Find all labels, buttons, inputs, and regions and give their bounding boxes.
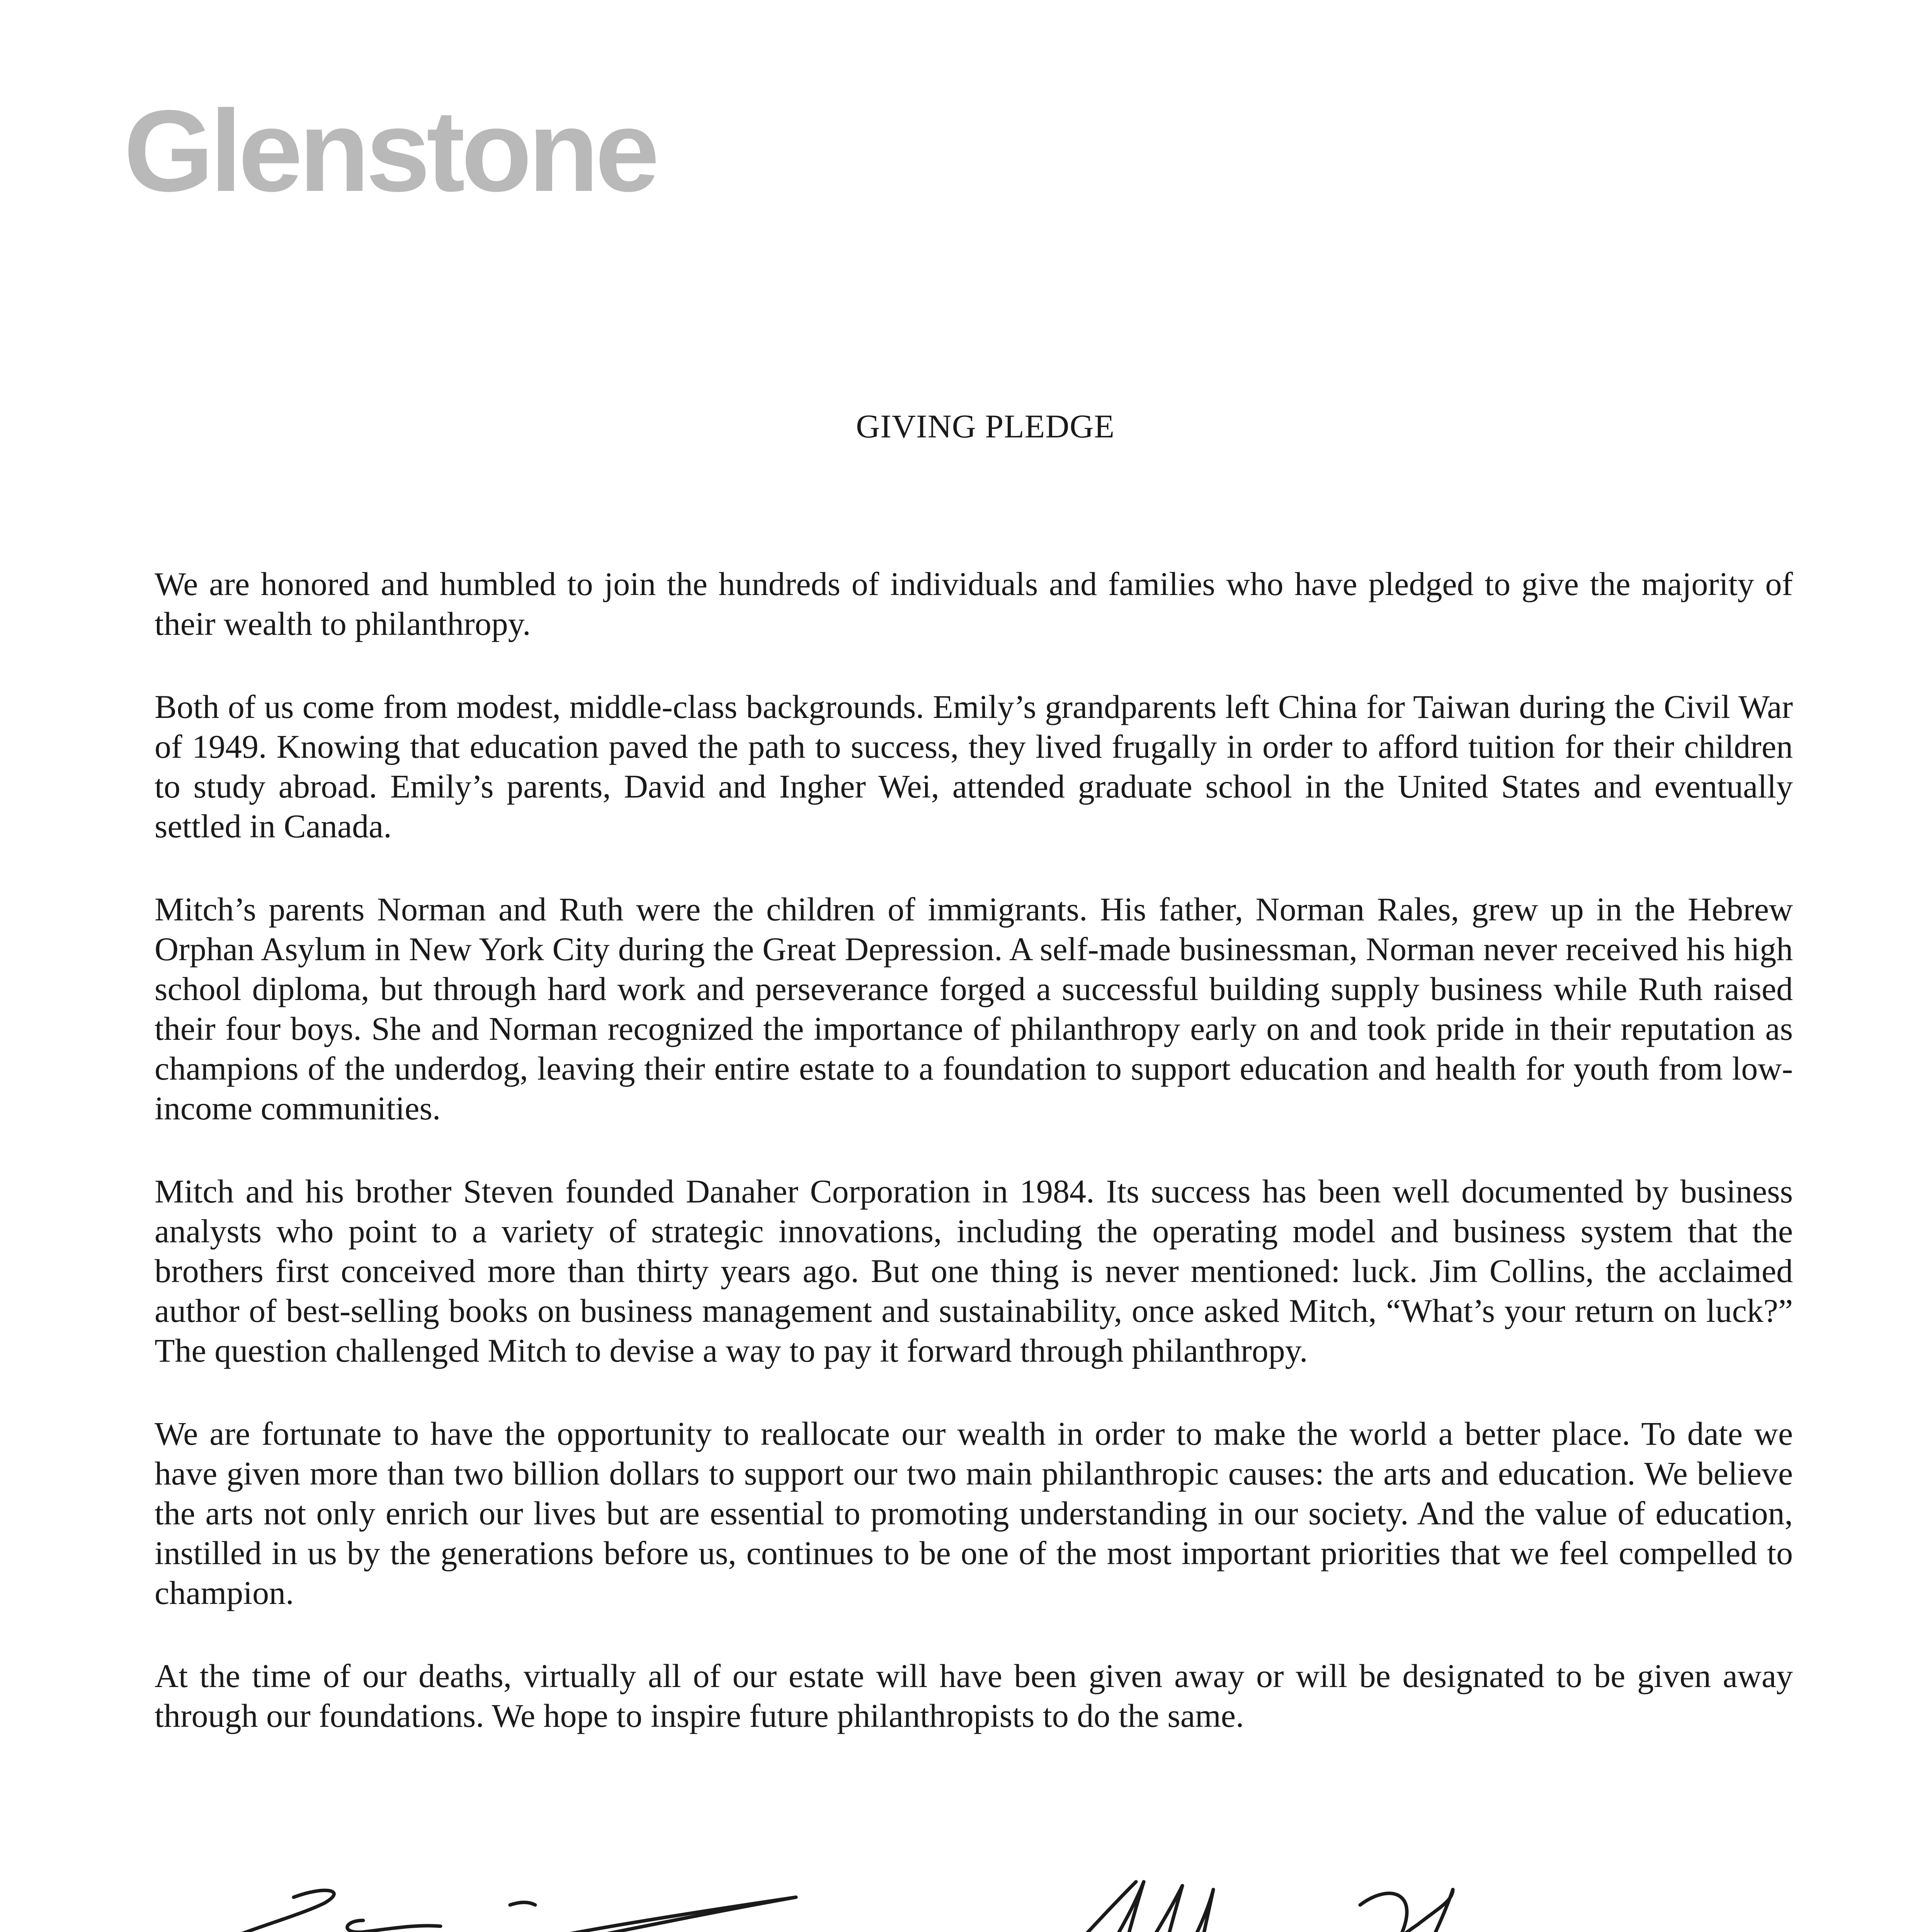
document-title: GIVING PLEDGE xyxy=(856,408,1115,445)
glenstone-logo: Glenstone xyxy=(124,86,656,216)
paragraph-6: At the time of our deaths, virtually all of our estate will have been given away or will be designated to be given away through our foundations. We hope to inspire future philanthropists to do the same. xyxy=(155,1657,1793,1734)
signatures xyxy=(162,1866,1747,1932)
paragraph-5: We are fortunate to have the opportunity to reallocate our wealth in order to make the world a better place. To date we have given more than two billion dollars to support our two main philanthropic causes: the arts and education. We believe the arts not only enrich our lives but are essential to promoting understanding in our society. And the value of education, instilled in us by the generations before us, continues to be one of the most important priorities that we feel compelled to champion. xyxy=(155,1415,1793,1611)
emily-signature xyxy=(162,1866,974,1932)
paragraph-1: We are honored and humbled to join the hundreds of individuals and families who have pledged to give the majority of their wealth to philanthropy. xyxy=(155,565,1793,642)
mitch-signature xyxy=(1020,1866,1754,1932)
paragraph-4: Mitch and his brother Steven founded Danaher Corporation in 1984. Its success has been well documented by business analysts who point to a variety of strategic innovations, including the operating model and business system that the brothers first conceived more than thirty years ago. But one thing is never mentioned: luck. Jim Collins, the acclaimed author of best-selling books on business management and sustainability, once asked Mitch, “What’s your return on luck?” The question challenged Mitch to devise a way to pay it forward through philanthropy. xyxy=(155,1173,1793,1369)
letter-body xyxy=(155,564,1793,1779)
paragraph-3: Mitch’s parents Norman and Ruth were the children of immigrants. His father, Norman Rales, grew up in the Hebrew Orphan Asylum in New York City during the Great Depression. A self-made businessman, Norman never received his high school diploma, but through hard work and perseverance forged a successful building supply business while Ruth raised their four boys. She and Norman recognized the importance of philanthropy early on and took pride in their reputation as champions of the underdog, leaving their entire estate to a foundation to support education and health for youth from low-income communities. xyxy=(155,891,1793,1127)
paragraph-2: Both of us come from modest, middle-class backgrounds. Emily’s grandparents left China for Taiwan during the Civil War of 1949. Knowing that education paved the path to success, they lived frugally in order to afford tuition for their children to study abroad. Emily’s parents, David and Ingher Wei, attended graduate school in the United States and eventually settled in Canada. xyxy=(155,688,1793,845)
